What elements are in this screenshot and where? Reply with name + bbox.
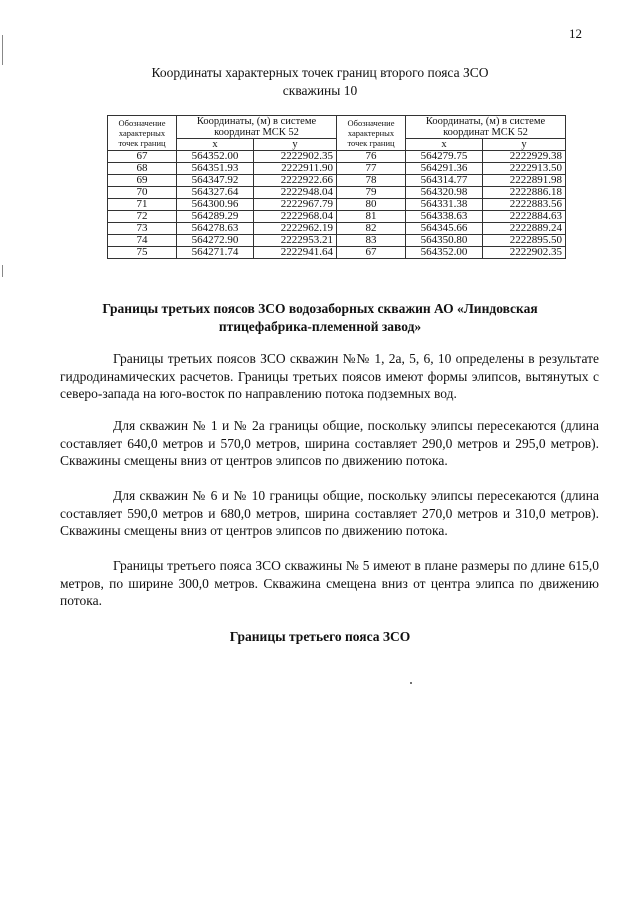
- scan-edge-mark: [2, 35, 3, 65]
- table-cell: 79: [337, 187, 406, 199]
- y-header: y: [483, 139, 566, 151]
- table-cell: 2222891.98: [483, 175, 566, 187]
- paragraph: Для скважин № 6 и № 10 границы общие, поскольку элипсы пересекаются (длина составляет 590,0 метров и 680,0 метров, ширина составляет 270,0 метров и 310,0 метров). Скважины смещены вниз от центров элипсов по движению потока.: [60, 488, 599, 538]
- paragraph: Для скважин № 1 и № 2а границы общие, поскольку элипсы пересекаются (длина составляет 640,0 метров и 570,0 метров, ширина составляет 290,0 метров и 295,0 метров). Скважины смещены вниз от центров элипсов по движению потока.: [60, 418, 599, 468]
- paragraph: Границы третьего пояса ЗСО скважины № 5 имеют в плане размеры по длине 615,0 метров, по ширине 300,0 метров. Скважина смещена вниз от центра элипса по движению потока.: [60, 558, 599, 608]
- table-cell: 70: [108, 187, 177, 199]
- table-cell: 2222886.18: [483, 187, 566, 199]
- scan-edge-mark: [2, 265, 3, 277]
- table-cell: 2222968.04: [254, 211, 337, 223]
- scan-speck: [410, 682, 412, 684]
- table-cell: 2222922.66: [254, 175, 337, 187]
- table-row: [108, 175, 566, 187]
- table-cell: 73: [108, 223, 177, 235]
- table-cell: 564352.00: [177, 151, 254, 163]
- table-cell: 2222962.19: [254, 223, 337, 235]
- table-cell: 2222911.90: [254, 163, 337, 175]
- table-cell: 74: [108, 235, 177, 247]
- table-row: [108, 199, 566, 211]
- table-row: [108, 187, 566, 199]
- table-cell: 564314.77: [406, 175, 483, 187]
- table-cell: 2222883.56: [483, 199, 566, 211]
- point-header-right: Обозначение характерных точек границ: [337, 116, 406, 151]
- table-cell: 80: [337, 199, 406, 211]
- table-cell: 2222889.24: [483, 223, 566, 235]
- coords-header-right: Координаты, (м) в системе координат МСК 52: [406, 116, 566, 139]
- table-cell: 564331.38: [406, 199, 483, 211]
- table-subtitle: скважины 10: [282, 83, 358, 98]
- table-cell: 72: [108, 211, 177, 223]
- table-cell: 67: [337, 247, 406, 259]
- coordinates-table: [107, 115, 566, 259]
- page-number: 12: [569, 26, 582, 41]
- table-cell: 564291.36: [406, 163, 483, 175]
- table-cell: 78: [337, 175, 406, 187]
- table-cell: 564278.63: [177, 223, 254, 235]
- table-cell: 2222941.64: [254, 247, 337, 259]
- table-cell: 69: [108, 175, 177, 187]
- section-heading-cont: птицефабрика-племенной завод»: [218, 319, 422, 334]
- table-cell: 67: [108, 151, 177, 163]
- table-cell: 564347.92: [177, 175, 254, 187]
- paragraph: Границы третьих поясов ЗСО скважин №№ 1, 2а, 5, 6, 10 определены в результате гидродинамических расчетов. Границы третьих поясов имеют формы элипсов, вытянутых с северо-запада на юго-восток по направлению потока подземных вод.: [60, 351, 599, 401]
- point-header-left: Обозначение характерных точек границ: [108, 116, 177, 151]
- table-header-row: [108, 116, 566, 139]
- table-cell: 564352.00: [406, 247, 483, 259]
- table-cell: 75: [108, 247, 177, 259]
- table-row: [108, 151, 566, 163]
- table-cell: 2222953.21: [254, 235, 337, 247]
- x-header: x: [406, 139, 483, 151]
- table-row: [108, 223, 566, 235]
- table-row: [108, 211, 566, 223]
- table-cell: 2222902.35: [483, 247, 566, 259]
- table-cell: 2222913.50: [483, 163, 566, 175]
- table-cell: 71: [108, 199, 177, 211]
- table-cell: 2222902.35: [254, 151, 337, 163]
- table-cell: 68: [108, 163, 177, 175]
- table-cell: 564350.80: [406, 235, 483, 247]
- table-cell: 2222884.63: [483, 211, 566, 223]
- table-cell: 2222929.38: [483, 151, 566, 163]
- table-cell: 564279.75: [406, 151, 483, 163]
- section-heading: Границы третьих поясов ЗСО водозаборных скважин АО «Линдовская: [102, 301, 538, 316]
- table-cell: 564300.96: [177, 199, 254, 211]
- table-cell: 564272.90: [177, 235, 254, 247]
- table-cell: 82: [337, 223, 406, 235]
- table-cell: 77: [337, 163, 406, 175]
- table-cell: 564327.64: [177, 187, 254, 199]
- table-cell: 2222895.50: [483, 235, 566, 247]
- table-cell: 83: [337, 235, 406, 247]
- table-cell: 564289.29: [177, 211, 254, 223]
- table-cell: 76: [337, 151, 406, 163]
- x-header: x: [177, 139, 254, 151]
- table-row: [108, 247, 566, 259]
- table-cell: 564320.98: [406, 187, 483, 199]
- y-header: y: [254, 139, 337, 151]
- table-cell: 564271.74: [177, 247, 254, 259]
- coords-header-left: Координаты, (м) в системе координат МСК 52: [177, 116, 337, 139]
- table-cell: 564338.63: [406, 211, 483, 223]
- table-cell: 2222948.04: [254, 187, 337, 199]
- section-heading: Границы третьего пояса ЗСО: [229, 629, 411, 644]
- table-cell: 564345.66: [406, 223, 483, 235]
- table-row: [108, 163, 566, 175]
- table-title: Координаты характерных точек границ второго пояса ЗСО: [151, 65, 489, 80]
- table-row: [108, 235, 566, 247]
- table-cell: 564351.93: [177, 163, 254, 175]
- table-cell: 81: [337, 211, 406, 223]
- table-cell: 2222967.79: [254, 199, 337, 211]
